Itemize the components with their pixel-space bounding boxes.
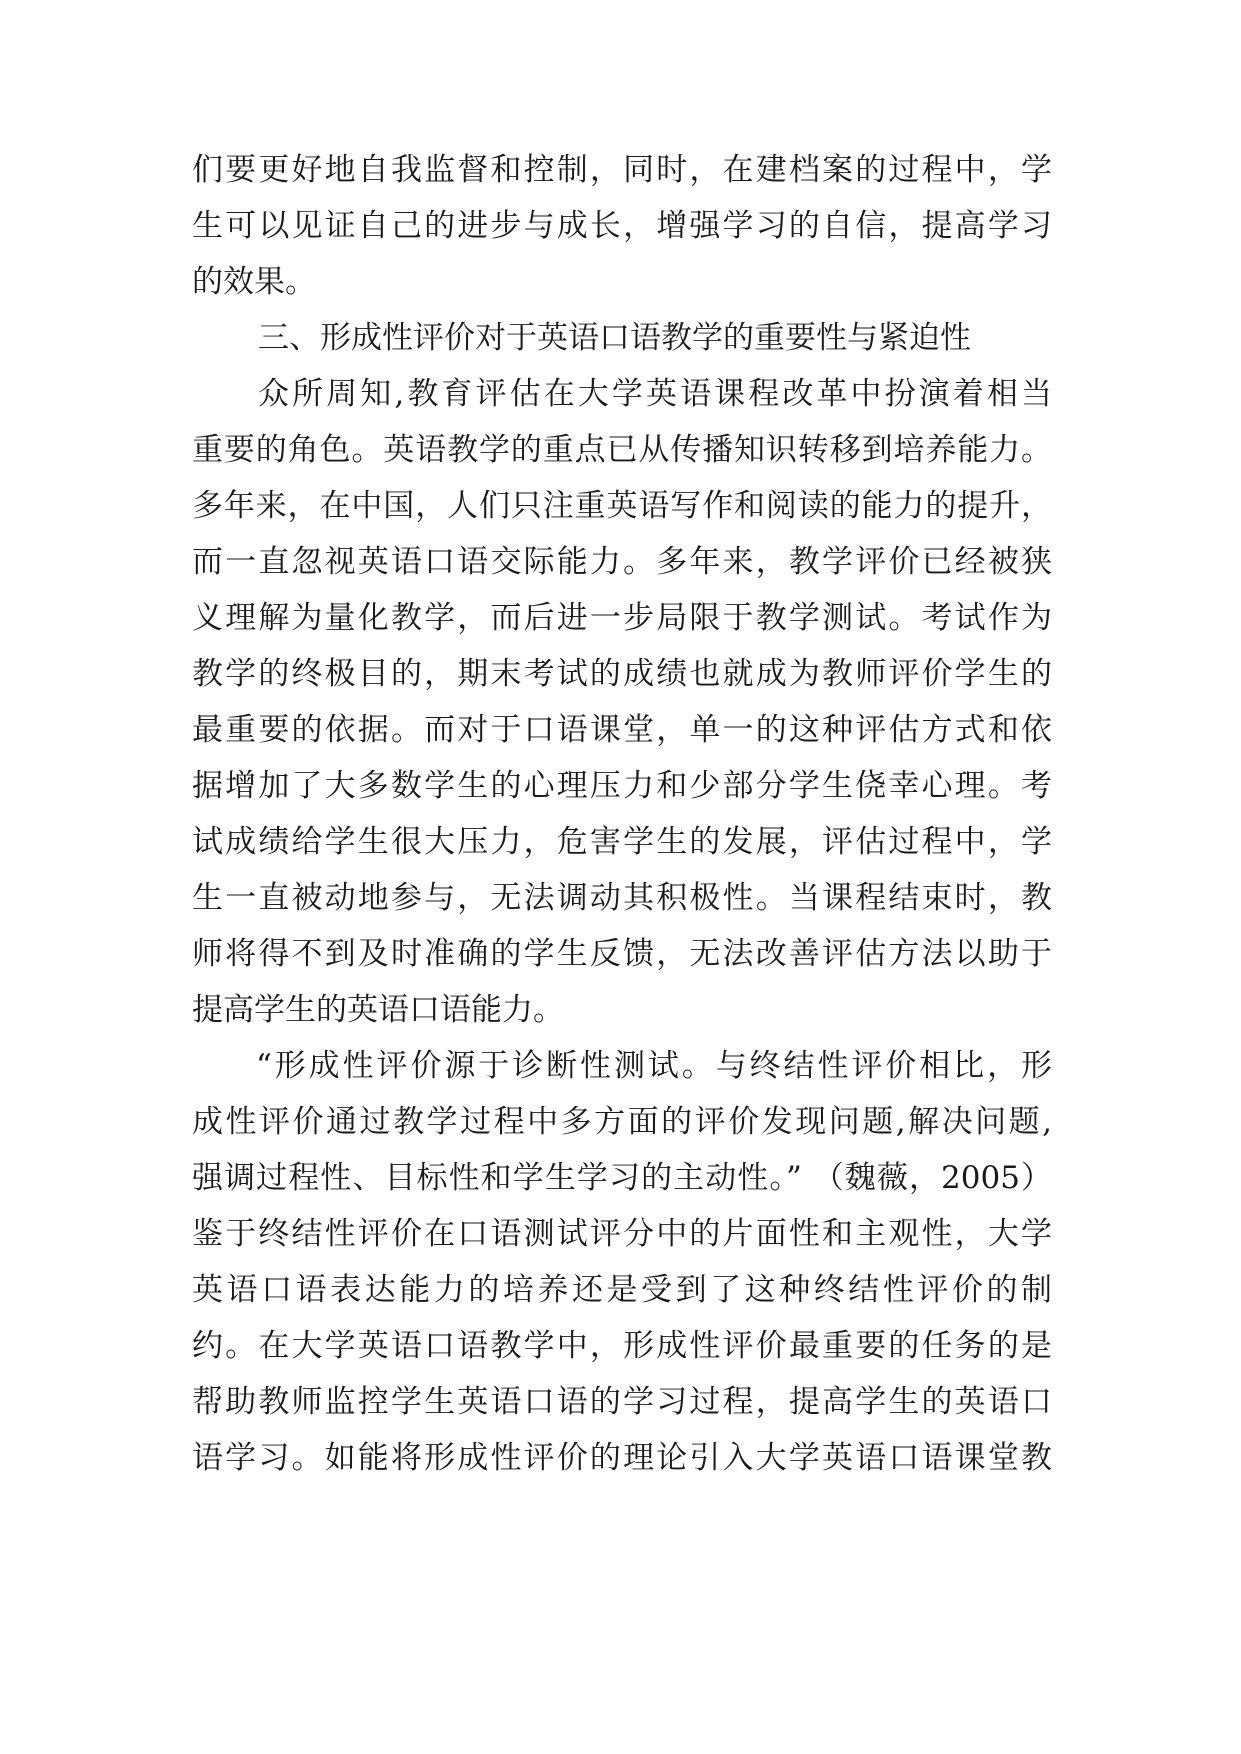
paragraph-line: 生可以见证自己的进步与成长，增强学习的自信，提高学习 bbox=[192, 208, 1052, 244]
paragraph-line: 最重要的依据。而对于口语课堂，单一的这种评估方式和依 bbox=[192, 712, 1052, 748]
paragraph-line: 据增加了大多数学生的心理压力和少部分学生侥幸心理。考 bbox=[192, 768, 1052, 804]
paragraph-line: 试成绩给学生很大压力，危害学生的发展，评估过程中，学 bbox=[192, 824, 1052, 860]
quote-line: “形成性评价源于诊断性测试。与终结性评价相比，形 bbox=[256, 1048, 1052, 1084]
paragraph-line: 义理解为量化教学，而后进一步局限于教学测试。考试作为 bbox=[192, 600, 1052, 636]
citation-line: 强调过程性、目标性和学生学习的主动性。” （魏薇，2005） bbox=[192, 1160, 1052, 1196]
paragraph-line: 多年来，在中国，人们只注重英语写作和阅读的能力的提升， bbox=[192, 488, 1052, 524]
paragraph-line: 提高学生的英语口语能力。 bbox=[192, 992, 564, 1028]
paragraph-line: 鉴于终结性评价在口语测试评分中的片面性和主观性，大学 bbox=[192, 1216, 1052, 1252]
paragraph-line: 生一直被动地参与，无法调动其积极性。当课程结束时，教 bbox=[192, 880, 1052, 916]
paragraph-line: 语学习。如能将形成性评价的理论引入大学英语口语课堂教 bbox=[192, 1440, 1052, 1476]
paragraph-line: 约。在大学英语口语教学中，形成性评价最重要的任务的是 bbox=[192, 1328, 1052, 1364]
paragraph-line: 帮助教师监控学生英语口语的学习过程，提高学生的英语口 bbox=[192, 1384, 1052, 1420]
paragraph-line: 众所周知,教育评估在大学英语课程改革中扮演着相当 bbox=[258, 376, 1052, 412]
paragraph-line: 英语口语表达能力的培养还是受到了这种终结性评价的制 bbox=[192, 1272, 1052, 1308]
paragraph-line: 们要更好地自我监督和控制，同时，在建档案的过程中，学 bbox=[192, 152, 1052, 188]
paragraph-line: 重要的角色。英语教学的重点已从传播知识转移到培养能力。 bbox=[192, 432, 1052, 468]
paragraph-line: 而一直忽视英语口语交际能力。多年来，教学评价已经被狭 bbox=[192, 544, 1052, 580]
paragraph-line: 师将得不到及时准确的学生反馈，无法改善评估方法以助于 bbox=[192, 936, 1052, 972]
section-heading: 三、形成性评价对于英语口语教学的重要性与紧迫性 bbox=[258, 320, 971, 356]
quote-line: 成性评价通过教学过程中多方面的评价发现问题,解决问题, bbox=[192, 1104, 1052, 1140]
paragraph-line: 教学的终极目的，期末考试的成绩也就成为教师评价学生的 bbox=[192, 656, 1052, 692]
paragraph-line: 的效果。 bbox=[192, 264, 316, 300]
